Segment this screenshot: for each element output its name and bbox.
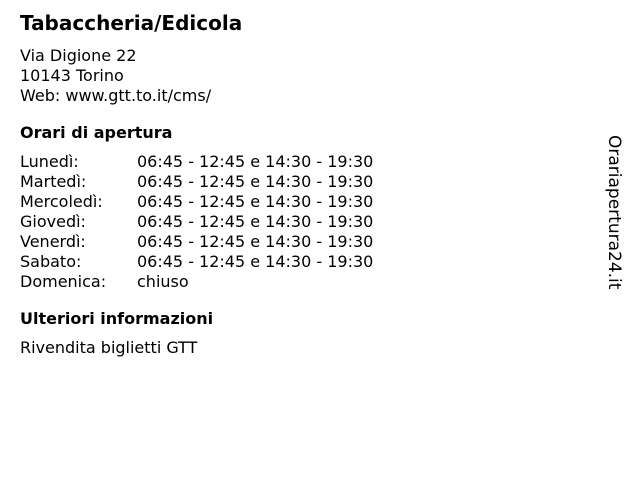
time-value: chiuso (137, 272, 189, 291)
day-label: Venerdì: (20, 232, 86, 251)
address-street: Via Digione 22 (20, 46, 137, 65)
hours-row-saturday (20, 252, 580, 272)
day-label: Domenica: (20, 272, 107, 291)
hours-row-friday (20, 232, 580, 252)
store-info-card (20, 10, 580, 358)
day-label: Lunedì: (20, 152, 79, 171)
hours-row-thursday (20, 212, 580, 232)
store-title: Tabaccheria/Edicola (20, 11, 243, 35)
opening-hours-table (20, 152, 580, 292)
site-watermark: Orariapertura24.it (604, 135, 624, 290)
hours-row-sunday (20, 272, 580, 292)
time-value: 06:45 - 12:45 e 14:30 - 19:30 (137, 172, 374, 191)
opening-hours-heading: Orari di apertura (20, 123, 173, 142)
more-info-text: Rivendita biglietti GTT (20, 338, 198, 357)
time-value: 06:45 - 12:45 e 14:30 - 19:30 (137, 192, 374, 211)
day-label: Sabato: (20, 252, 82, 271)
day-label: Mercoledì: (20, 192, 103, 211)
time-value: 06:45 - 12:45 e 14:30 - 19:30 (137, 232, 374, 251)
more-info-heading: Ulteriori informazioni (20, 309, 214, 328)
address-city: 10143 Torino (20, 66, 124, 85)
hours-row-wednesday (20, 192, 580, 212)
time-value: 06:45 - 12:45 e 14:30 - 19:30 (137, 252, 374, 271)
hours-row-monday (20, 152, 580, 172)
hours-row-tuesday (20, 172, 580, 192)
day-label: Martedì: (20, 172, 87, 191)
time-value: 06:45 - 12:45 e 14:30 - 19:30 (137, 212, 374, 231)
website-link[interactable]: Web: www.gtt.to.it/cms/ (20, 86, 212, 105)
day-label: Giovedì: (20, 212, 86, 231)
time-value: 06:45 - 12:45 e 14:30 - 19:30 (137, 152, 374, 171)
